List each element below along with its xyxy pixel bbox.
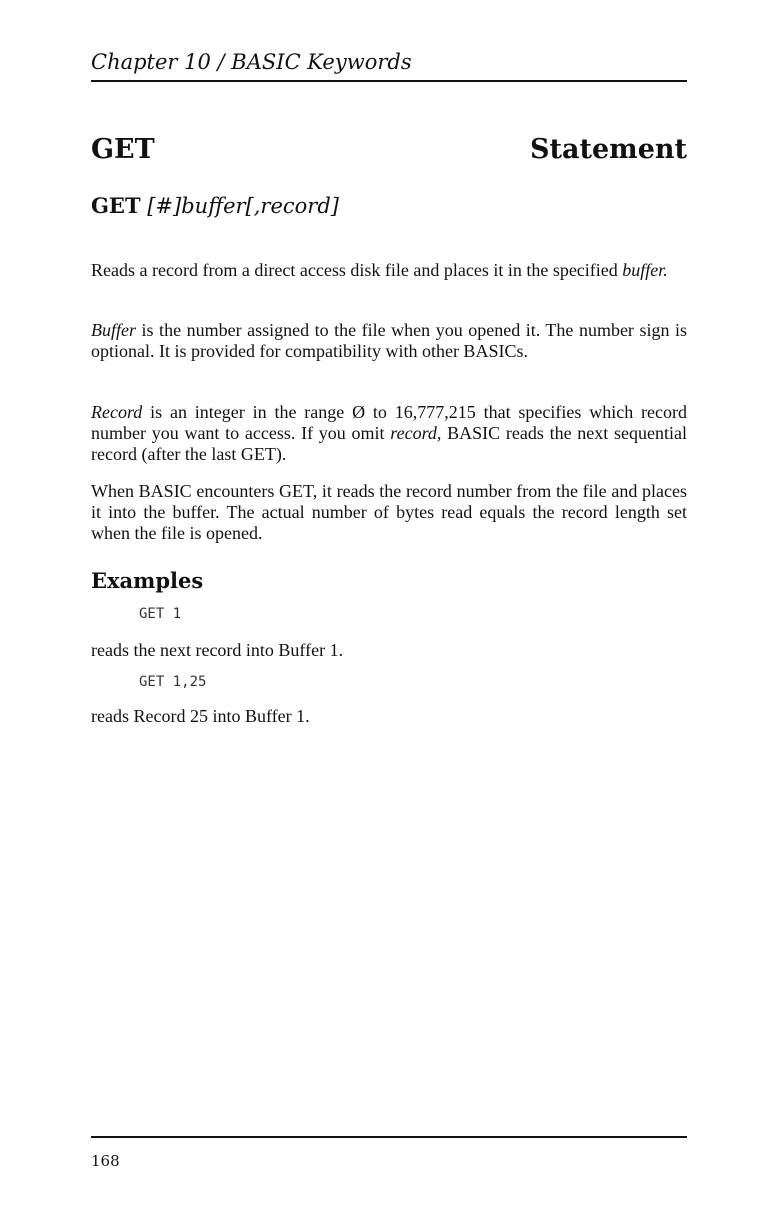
syntax-line xyxy=(91,193,339,218)
syntax-keyword: GET xyxy=(91,193,141,218)
paragraph-buffer xyxy=(91,320,687,362)
header-rule xyxy=(91,80,687,82)
entry-keyword: GET xyxy=(91,134,155,165)
example-code: GET 1 xyxy=(139,606,182,622)
example-description: reads Record 25 into Buffer 1. xyxy=(91,706,310,726)
paragraph-record xyxy=(91,402,687,465)
running-head: Chapter 10 / BASIC Keywords xyxy=(91,50,412,74)
paragraph-description xyxy=(91,260,687,281)
p2-text: is the number assigned to the file when you opened it. The number sign is optional. It is provided for compatibility with other BASICs. xyxy=(91,320,687,361)
p4-text: When BASIC encounters GET, it reads the record number from the file and places it into the buffer. The actual number of bytes read equals the record length set when the file is opened. xyxy=(91,481,687,543)
paragraph-behavior xyxy=(91,481,687,544)
p3-text-a: is an integer in the range Ø to 16,777,215 that specifies which record number you want to access. If you omit xyxy=(91,402,687,443)
example-description: reads the next record into Buffer 1. xyxy=(91,640,344,660)
entry-kind: Statement xyxy=(530,134,687,165)
footer-rule xyxy=(91,1136,687,1138)
examples-heading: Examples xyxy=(91,568,204,593)
p2-buffer-term: Buffer xyxy=(91,320,136,340)
example-code: GET 1,25 xyxy=(139,674,207,690)
p3-text-b: BASIC reads the next sequential record (after the last GET). xyxy=(91,423,687,464)
page-number: 168 xyxy=(91,1152,120,1170)
p1-text: Reads a record from a direct access disk file and places it in the specified xyxy=(91,260,623,280)
p3-record-term: Record xyxy=(91,402,143,422)
p3-record-term-2: record, xyxy=(390,423,442,443)
p1-buffer-term: buffer. xyxy=(622,260,668,280)
syntax-arguments: [#]buffer[,record] xyxy=(140,194,339,218)
entry-title-row xyxy=(91,134,687,165)
